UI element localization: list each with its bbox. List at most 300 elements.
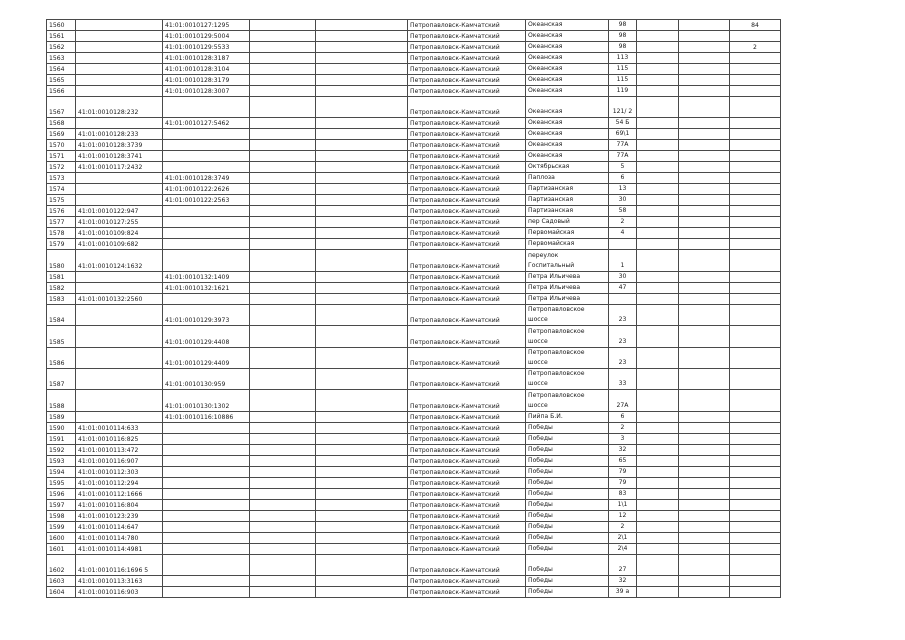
street-cell: Петропавловское шоссе [526,390,609,411]
empty-cell [637,576,679,587]
empty-cell [637,184,679,195]
empty-cell [250,293,316,304]
street-cell: Океанская [526,97,609,118]
extra-cell [730,173,781,184]
empty-cell [250,390,316,411]
extra-cell [679,587,730,598]
extra-cell [730,554,781,575]
street-cell: Петропавловское шоссе [526,347,609,368]
empty-cell [316,173,408,184]
empty-cell [316,195,408,206]
table-row [47,499,781,510]
row-number-cell: 1573 [47,173,76,184]
cadastral-parcel-cell: 41:01:0010109:824 [76,228,163,239]
empty-cell [316,184,408,195]
table-row [47,271,781,282]
empty-cell [637,97,679,118]
empty-cell [316,411,408,422]
table-row [47,53,781,64]
empty-cell [316,118,408,129]
city-cell: Петропавловск-Камчатский [408,162,526,173]
row-number-cell: 1577 [47,217,76,228]
empty-cell [316,488,408,499]
empty-cell [637,477,679,488]
empty-cell [250,326,316,347]
street-cell: Победы [526,455,609,466]
empty-cell [316,250,408,271]
row-number-cell: 1571 [47,151,76,162]
cadastral-building-cell [163,499,250,510]
empty-cell [637,282,679,293]
city-cell: Петропавловск-Камчатский [408,97,526,118]
row-number-cell: 1563 [47,53,76,64]
cadastral-parcel-cell [76,282,163,293]
empty-cell [250,206,316,217]
extra-cell [679,532,730,543]
extra-cell [730,282,781,293]
extra-cell [730,390,781,411]
cadastral-building-cell [163,455,250,466]
street-cell: Океанская [526,64,609,75]
house-number-cell: 30 [609,271,637,282]
house-number-cell: 98 [609,31,637,42]
empty-cell [316,477,408,488]
city-cell: Петропавловск-Камчатский [408,228,526,239]
table-row [47,173,781,184]
street-cell: Петра Ильичева [526,282,609,293]
empty-cell [250,20,316,31]
empty-cell [250,532,316,543]
row-number-cell: 1583 [47,293,76,304]
empty-cell [250,129,316,140]
house-number-cell: 47 [609,282,637,293]
extra-cell [730,271,781,282]
city-cell: Петропавловск-Камчатский [408,118,526,129]
extra-cell [730,184,781,195]
cadastral-parcel-cell: 41:01:0010114:780 [76,532,163,543]
empty-cell [316,554,408,575]
cadastral-parcel-cell: 41:01:0010116:825 [76,433,163,444]
empty-cell [637,347,679,368]
cadastral-building-cell [163,239,250,250]
extra-cell [679,521,730,532]
empty-cell [316,31,408,42]
row-number-cell: 1594 [47,466,76,477]
house-number-cell: 12 [609,510,637,521]
empty-cell [250,282,316,293]
cadastral-parcel-cell [76,75,163,86]
street-cell: Победы [526,521,609,532]
cadastral-parcel-cell [76,411,163,422]
cadastral-parcel-cell: 41:01:0010123:239 [76,510,163,521]
city-cell: Петропавловск-Камчатский [408,390,526,411]
cadastral-building-cell [163,543,250,554]
row-number-cell: 1569 [47,129,76,140]
extra-cell [679,173,730,184]
empty-cell [637,543,679,554]
empty-cell [316,42,408,53]
table-row [47,411,781,422]
extra-cell [730,411,781,422]
empty-cell [316,347,408,368]
empty-cell [250,64,316,75]
row-number-cell: 1572 [47,162,76,173]
extra-cell [679,42,730,53]
cadastral-building-cell: 41:01:0010128:3007 [163,86,250,97]
street-cell: Петропавловское шоссе [526,326,609,347]
street-cell: Пийпа Б.И. [526,411,609,422]
extra-cell [730,239,781,250]
cadastral-building-cell [163,532,250,543]
empty-cell [316,64,408,75]
cadastral-building-cell [163,206,250,217]
street-cell: Партизанская [526,206,609,217]
empty-cell [637,554,679,575]
house-number-cell: 27 [609,554,637,575]
extra-cell [679,390,730,411]
extra-cell [679,326,730,347]
empty-cell [250,499,316,510]
table-row [47,304,781,325]
cadastral-parcel-cell: 41:01:0010128:3739 [76,140,163,151]
city-cell: Петропавловск-Камчатский [408,282,526,293]
row-number-cell: 1588 [47,390,76,411]
table-row [47,184,781,195]
extra-cell [679,20,730,31]
house-number-cell: 4 [609,228,637,239]
house-number-cell: 77А [609,140,637,151]
house-number-cell: 98 [609,20,637,31]
house-number-cell: 39 а [609,587,637,598]
extra-cell [679,250,730,271]
house-number-cell: 2 [609,422,637,433]
extra-cell [679,368,730,389]
table-row [47,390,781,411]
empty-cell [316,151,408,162]
table-row [47,282,781,293]
empty-cell [637,140,679,151]
row-number-cell: 1586 [47,347,76,368]
house-number-cell: 121/ 2 [609,97,637,118]
house-number-cell: 98 [609,42,637,53]
cadastral-building-cell: 41:01:0010129:4408 [163,326,250,347]
table-row [47,326,781,347]
house-number-cell: 3 [609,433,637,444]
street-cell: Победы [526,510,609,521]
extra-cell [730,347,781,368]
table-row [47,206,781,217]
city-cell: Петропавловск-Камчатский [408,195,526,206]
empty-cell [637,368,679,389]
row-number-cell: 1576 [47,206,76,217]
empty-cell [250,433,316,444]
city-cell: Петропавловск-Камчатский [408,532,526,543]
row-number-cell: 1585 [47,326,76,347]
cadastral-building-cell: 41:01:0010128:3187 [163,53,250,64]
table-row [47,455,781,466]
extra-cell [679,53,730,64]
empty-cell [637,118,679,129]
cadastral-parcel-cell: 41:01:0010116:1696 5 [76,554,163,575]
empty-cell [250,184,316,195]
extra-cell [679,129,730,140]
city-cell: Петропавловск-Камчатский [408,587,526,598]
empty-cell [250,239,316,250]
row-number-cell: 1601 [47,543,76,554]
house-number-cell: 65 [609,455,637,466]
table-row [47,347,781,368]
street-cell: Победы [526,466,609,477]
city-cell: Петропавловск-Камчатский [408,250,526,271]
cadastral-parcel-cell: 41:01:0010117:2432 [76,162,163,173]
extra-cell [679,151,730,162]
row-number-cell: 1596 [47,488,76,499]
empty-cell [250,576,316,587]
empty-cell [250,347,316,368]
street-cell: Океанская [526,31,609,42]
row-number-cell: 1580 [47,250,76,271]
empty-cell [316,282,408,293]
cadastral-parcel-cell: 41:01:0010128:232 [76,97,163,118]
cadastral-building-cell [163,554,250,575]
empty-cell [316,140,408,151]
house-number-cell: 33 [609,368,637,389]
empty-cell [250,162,316,173]
house-number-cell: 2 [609,521,637,532]
cadastral-building-cell: 41:01:0010127:5462 [163,118,250,129]
house-number-cell: 5 [609,162,637,173]
empty-cell [316,521,408,532]
street-cell: Океанская [526,140,609,151]
street-cell: Партизанская [526,184,609,195]
house-number-cell: 13 [609,184,637,195]
table-row [47,64,781,75]
empty-cell [637,86,679,97]
city-cell: Петропавловск-Камчатский [408,433,526,444]
table-row [47,250,781,271]
empty-cell [250,554,316,575]
empty-cell [250,31,316,42]
cadastral-building-cell: 41:01:0010127:1295 [163,20,250,31]
empty-cell [316,206,408,217]
empty-cell [316,53,408,64]
table-row [47,118,781,129]
table-row [47,433,781,444]
house-number-cell: 79 [609,466,637,477]
street-cell: переулок Госпитальный [526,250,609,271]
cadastral-parcel-cell [76,304,163,325]
cadastral-parcel-cell [76,64,163,75]
cadastral-building-cell: 41:01:0010128:3179 [163,75,250,86]
empty-cell [316,239,408,250]
extra-cell [730,129,781,140]
row-number-cell: 1591 [47,433,76,444]
cadastral-parcel-cell: 41:01:0010112:1666 [76,488,163,499]
row-number-cell: 1560 [47,20,76,31]
cadastral-parcel-cell: 41:01:0010116:804 [76,499,163,510]
empty-cell [637,271,679,282]
cadastral-parcel-cell: 41:01:0010128:233 [76,129,163,140]
empty-cell [637,206,679,217]
row-number-cell: 1604 [47,587,76,598]
house-number-cell: 77А [609,151,637,162]
cadastral-building-cell: 41:01:0010129:4409 [163,347,250,368]
table-row [47,293,781,304]
cadastral-parcel-cell: 41:01:0010128:3741 [76,151,163,162]
extra-cell [679,97,730,118]
house-number-cell: 2 [609,217,637,228]
table-row [47,86,781,97]
empty-cell [250,195,316,206]
city-cell: Петропавловск-Камчатский [408,53,526,64]
house-number-cell: 6 [609,411,637,422]
cadastral-parcel-cell [76,271,163,282]
extra-cell [679,433,730,444]
city-cell: Петропавловск-Камчатский [408,206,526,217]
cadastral-parcel-cell [76,42,163,53]
street-cell: Петропавловское шоссе [526,304,609,325]
cadastral-parcel-cell [76,184,163,195]
empty-cell [250,97,316,118]
cadastral-building-cell [163,466,250,477]
city-cell: Петропавловск-Камчатский [408,31,526,42]
cadastral-building-cell [163,444,250,455]
house-number-cell: 54 Б [609,118,637,129]
city-cell: Петропавловск-Камчатский [408,510,526,521]
street-cell: Победы [526,422,609,433]
table-row [47,576,781,587]
empty-cell [637,326,679,347]
extra-cell [730,97,781,118]
cadastral-building-cell: 41:01:0010129:3973 [163,304,250,325]
house-number-cell: 6 [609,173,637,184]
street-cell: Петра Ильичева [526,293,609,304]
table-row [47,532,781,543]
cadastral-building-cell [163,140,250,151]
empty-cell [637,250,679,271]
house-number-cell: 119 [609,86,637,97]
extra-cell [730,64,781,75]
empty-cell [637,151,679,162]
cadastral-building-cell [163,228,250,239]
cadastral-parcel-cell [76,390,163,411]
empty-cell [316,217,408,228]
empty-cell [637,532,679,543]
street-cell: Паплоза [526,173,609,184]
empty-cell [250,75,316,86]
cadastral-parcel-cell: 41:01:0010113:3163 [76,576,163,587]
table-row [47,587,781,598]
house-number-cell: 83 [609,488,637,499]
extra-cell: 84 [730,20,781,31]
city-cell: Петропавловск-Камчатский [408,488,526,499]
empty-cell [250,477,316,488]
extra-cell [679,195,730,206]
empty-cell [637,64,679,75]
row-number-cell: 1589 [47,411,76,422]
house-number-cell: 23 [609,347,637,368]
street-cell: Победы [526,444,609,455]
house-number-cell: 32 [609,576,637,587]
city-cell: Петропавловск-Камчатский [408,20,526,31]
city-cell: Петропавловск-Камчатский [408,521,526,532]
extra-cell [730,86,781,97]
row-number-cell: 1593 [47,455,76,466]
cadastral-parcel-cell: 41:01:0010116:903 [76,587,163,598]
row-number-cell: 1590 [47,422,76,433]
city-cell: Петропавловск-Камчатский [408,64,526,75]
row-number-cell: 1602 [47,554,76,575]
street-cell: Победы [526,532,609,543]
cadastral-building-cell [163,510,250,521]
empty-cell [316,390,408,411]
row-number-cell: 1562 [47,42,76,53]
extra-cell [730,217,781,228]
extra-cell [730,576,781,587]
house-number-cell: 2\4 [609,543,637,554]
empty-cell [250,42,316,53]
cadastral-parcel-cell [76,368,163,389]
street-cell: Океанская [526,42,609,53]
table-row [47,217,781,228]
empty-cell [637,587,679,598]
extra-cell [730,31,781,42]
city-cell: Петропавловск-Камчатский [408,466,526,477]
row-number-cell: 1582 [47,282,76,293]
street-cell: Первомайская [526,239,609,250]
empty-cell [637,444,679,455]
extra-cell [679,444,730,455]
table-row [47,368,781,389]
empty-cell [316,86,408,97]
cadastral-parcel-cell [76,31,163,42]
extra-cell [679,86,730,97]
extra-cell [730,151,781,162]
street-cell: Победы [526,543,609,554]
empty-cell [637,75,679,86]
table-row [47,162,781,173]
extra-cell [730,304,781,325]
extra-cell [679,304,730,325]
cadastral-building-cell [163,488,250,499]
cadastral-parcel-cell: 41:01:0010124:1632 [76,250,163,271]
street-cell: Победы [526,477,609,488]
empty-cell [250,271,316,282]
house-number-cell: 58 [609,206,637,217]
extra-cell [730,455,781,466]
extra-cell [679,576,730,587]
table-row [47,444,781,455]
cadastral-parcel-cell: 41:01:0010114:647 [76,521,163,532]
empty-cell [250,140,316,151]
empty-cell [316,444,408,455]
city-cell: Петропавловск-Камчатский [408,326,526,347]
empty-cell [637,42,679,53]
cadastral-parcel-cell [76,347,163,368]
street-cell: Океанская [526,86,609,97]
empty-cell [316,129,408,140]
empty-cell [250,587,316,598]
extra-cell [730,444,781,455]
extra-cell [730,510,781,521]
row-number-cell: 1564 [47,64,76,75]
house-number-cell: 79 [609,477,637,488]
row-number-cell: 1598 [47,510,76,521]
empty-cell [637,173,679,184]
city-cell: Петропавловск-Камчатский [408,576,526,587]
extra-cell [730,326,781,347]
extra-cell [730,75,781,86]
